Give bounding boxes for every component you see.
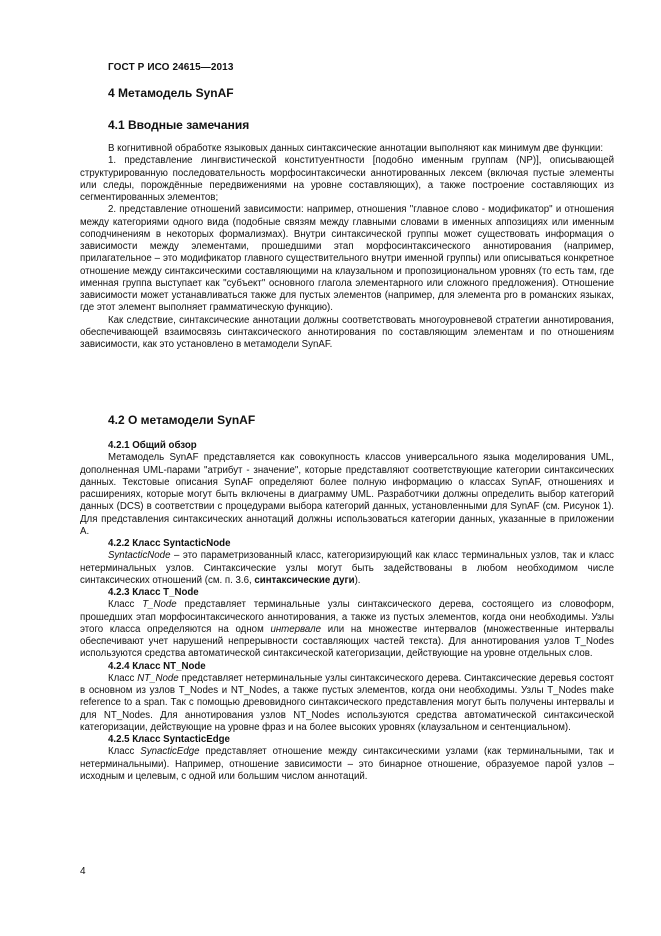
section-4-2-title: 4.2 О метамодели SynAF bbox=[108, 413, 256, 427]
section-4-title: 4 Метамодель SynAF bbox=[108, 86, 234, 100]
paragraph-syntactic-node: SyntacticNode – это параметризованный класс, категоризирующий как класс терминальных узлов, так и класс нетерминальных узлов. Синтаксические узлы могут быть задействованы в любом необходимом числе синтаксических отношений (см. п. 3.6, синтаксические дуги). bbox=[80, 550, 614, 586]
term-t-node: T_Node bbox=[142, 599, 177, 611]
section-4-1-body bbox=[80, 143, 614, 351]
paragraph-t-node: Класс T_Node представляет терминальные узлы синтаксического дерева, состоящего из словоформ, прошедших этап морфосинтаксического аннотирования, а также из пустых элементов, когда они необходимы. Узлы этого класса определяются на одном интервале или на множестве интервалов (множественные интервалы обеспечивают учет нарушений непрерывности составляющих частей текста). Для аннотирования узлов T_Nodes используются средства автоматической синтаксической категоризации, действующие на уровне отдельных слов. bbox=[80, 599, 615, 660]
standard-header: ГОСТ Р ИСО 24615—2013 bbox=[108, 62, 234, 73]
subsection-4-2-5-title: 4.2.5 Класс SyntacticEdge bbox=[108, 734, 230, 745]
term-nt-node: NT_Node bbox=[137, 672, 179, 684]
paragraph-function-1: 1. представление лингвистической конституентности [подобно именным группам (NP)], описывающей структурированную последовательность морфосинтаксически аннотированных лексем (включая пустые элементы или следы, порождённые передвижениями на уровне составляющих), а также построение составляющих из сегментированных элементов; bbox=[80, 155, 614, 203]
subsection-4-2-1-title: 4.2.1 Общий обзор bbox=[108, 440, 197, 451]
term-syntactic-edge: SynacticEdge bbox=[140, 746, 200, 758]
paragraph-function-2: 2. представление отношений зависимости: например, отношения "главное слово - модификатор" и отношения между категориями одного вида (подобные связям между главными словами в именных аппозициях или именным соподчинениям в некоторых формализмах). Внутри синтаксической группы может существовать информация о зависимости между элементами, прошедшими этап морфосинтаксического аннотирования (например, прилагательное – это модификатор главного существительного внутри именной группы) или описываться конкретное отношение между синтаксическими составляющими на клаузальном и пропозициональном уровнях (то есть там, где именная группа выступает как "субъект" основного глагола элементарного или сложного предложения). Отношение зависимости может устанавливаться также для пустых элементов (например, для элемента pro в романских языках, где этот элемент выполняет грамматическую функцию). bbox=[80, 204, 614, 314]
subsection-4-2-2-title: 4.2.2 Класс SyntacticNode bbox=[108, 538, 231, 549]
subsection-4-2-4-title: 4.2.4 Класс NT_Node bbox=[108, 660, 206, 672]
term-interval: интервале bbox=[270, 623, 321, 635]
term-syntactic-node: SyntacticNode bbox=[108, 550, 171, 562]
paragraph-overview: Метамодель SynAF представляется как совокупность классов универсального языка моделирования UML, дополненная UML-парами "атрибут - значение", которые представляют соответствующие категории синтаксических данных. Текстовые описания SynAF определяют более полную информацию о классах SynAF, отношениях и расширениях, которые могут быть включены в диаграмму UML. Разработчики должны определить выбор категорий данных (DCS) в соответствии с процедурами выбора категорий данных, установленными для SynAF (см. Рисунок 1). Для представления синтаксических аннотаций должны использоваться категории данных, указанные в приложении А. bbox=[80, 452, 614, 537]
subsection-4-2-3-title: 4.2.3 Класс T_Node bbox=[108, 587, 199, 598]
paragraph-intro: В когнитивной обработке языковых данных синтаксические аннотации выполняют как минимум две функции: bbox=[108, 143, 604, 154]
paragraph-consequence: Как следствие, синтаксические аннотации должны соответствовать многоуровневой стратегии аннотирования, обеспечивающей взаимосвязь синтаксического аннотирования по составляющим элементам и по отношениям зависимости, как это установлено в метамодели SynAF. bbox=[80, 314, 614, 350]
paragraph-syntactic-edge: Класс SynacticEdge представляет отношение между синтаксическими узлами (как терминальными, так и нетерминальными). Например, отношение зависимости – это бинарное отношение, образуемое парой узлов – исходным и целевым, с одной или большим числом аннотаций. bbox=[80, 746, 614, 782]
term-syntactic-arcs: синтаксические дуги bbox=[254, 574, 355, 586]
page-number: 4 bbox=[80, 866, 86, 877]
paragraph-nt-node: Класс NT_Node представляет нетерминальные узлы синтаксического дерева. Синтаксические деревья состоят в основном из узлов T_Nodes и NT_Nodes, а также пустых элементов, когда они необходимы. Узлы T_Nodes make reference to a span. Так с помощью древовидного синтаксического представления могут быть получены интервалы и для NT_Nodes. Для аннотирования узлов NT_Nodes используются средства автоматической синтаксической категоризации, действующие на уровне фраз и на более высоких уровнях (клаузальном и сентенциальном). bbox=[80, 672, 614, 733]
section-4-2-body bbox=[80, 440, 614, 783]
section-4-1-title: 4.1 Вводные замечания bbox=[108, 118, 250, 132]
